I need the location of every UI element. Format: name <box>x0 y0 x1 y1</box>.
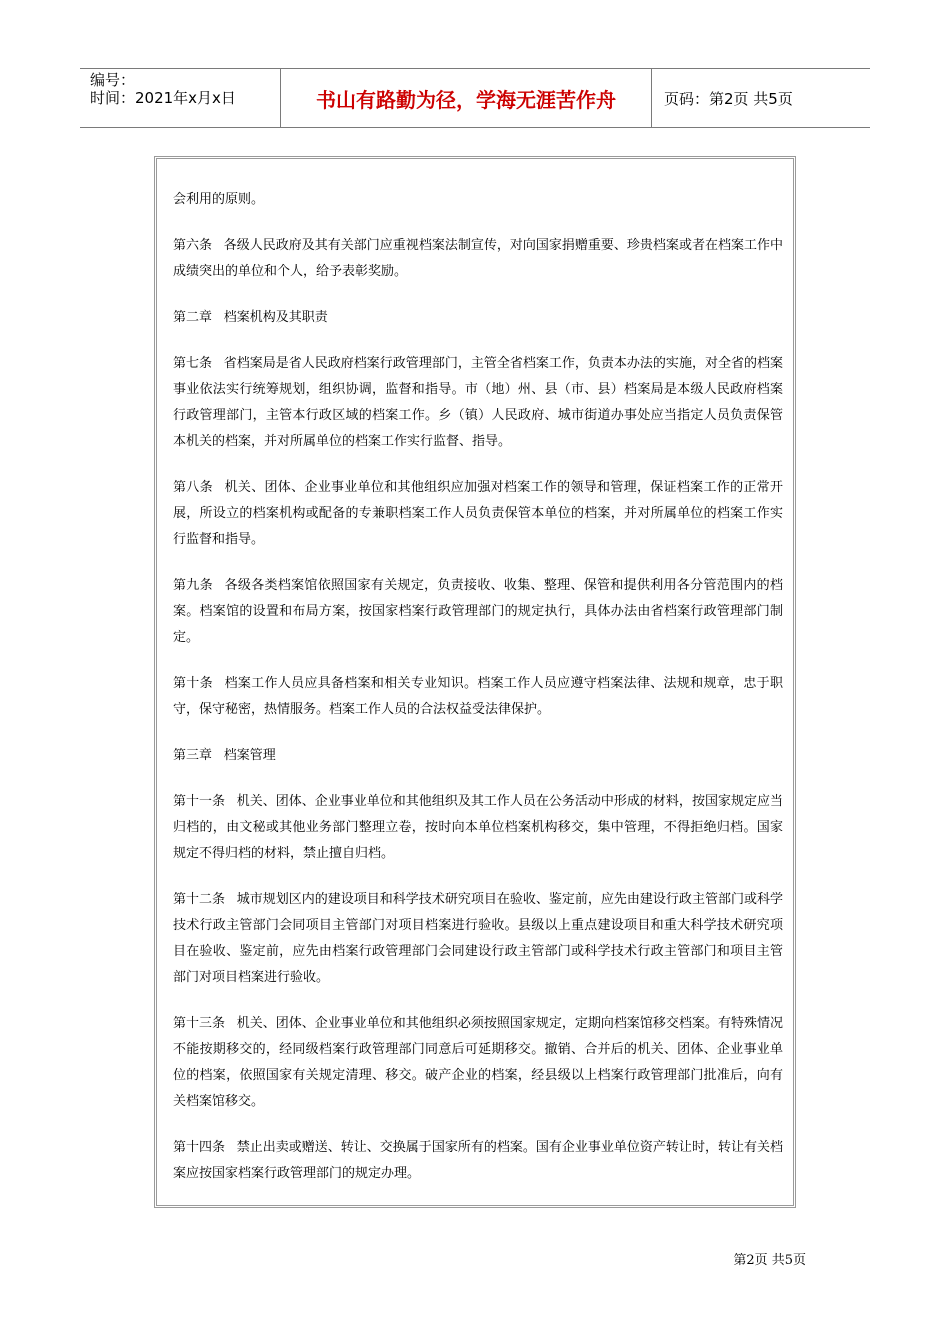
article-paragraph <box>173 671 783 723</box>
article-number: 第六条 <box>173 238 213 253</box>
article-text: 档案工作人员应具备档案和相关专业知识。档案工作人员应遵守档案法律、法规和规章，忠于职守，保守秘密，热情服务。档案工作人员的合法权益受法律保护。 <box>173 676 783 717</box>
article-paragraph <box>173 1011 783 1115</box>
header-meta <box>80 69 281 127</box>
article-text: 会利用的原则。 <box>173 192 265 207</box>
article-number: 第九条 <box>173 578 213 593</box>
page-header <box>80 68 870 128</box>
article-paragraph <box>173 187 783 213</box>
article-text: 禁止出卖或赠送、转让、交换属于国家所有的档案。国有企业事业单位资产转让时，转让有关档案应按国家档案行政管理部门的规定办理。 <box>173 1140 783 1181</box>
article-number: 第二章 <box>173 310 213 325</box>
article-paragraph <box>173 789 783 867</box>
article-number: 第十四条 <box>173 1140 226 1155</box>
article-number: 第八条 <box>173 480 213 495</box>
article-paragraph <box>173 573 783 651</box>
article-text: 城市规划区内的建设项目和科学技术研究项目在验收、鉴定前，应先由建设行政主管部门或科学技术行政主管部门会同项目主管部门对项目档案进行验收。县级以上重点建设项目和重大科学技术研究项目在验收、鉴定前，应先由档案行政管理部门会同建设行政主管部门或科学技术行政主管部门和项目主管部门对项目档案进行验收。 <box>173 892 783 985</box>
article-text: 各级人民政府及其有关部门应重视档案法制宣传，对向国家捐赠重要、珍贵档案或者在档案工作中成绩突出的单位和个人，给予表彰奖励。 <box>173 238 783 279</box>
document-number-label: 编号： <box>90 71 136 89</box>
document-body <box>173 187 783 1207</box>
article-paragraph <box>173 1135 783 1187</box>
article-text: 省档案局是省人民政府档案行政管理部门，主管全省档案工作，负责本办法的实施，对全省的档案事业依法实行统筹规划，组织协调，监督和指导。市（地）州、县（市、县）档案局是本级人民政府档案行政管理部门，主管本行政区域的档案工作。乡（镇）人民政府、城市街道办事处应当指定人员负责保管本机关的档案，并对所属单位的档案工作实行监督、指导。 <box>173 356 783 449</box>
article-text: 机关、团体、企业事业单位和其他组织必须按照国家规定，定期向档案馆移交档案。有特殊情况不能按期移交的，经同级档案行政管理部门同意后可延期移交。撤销、合并后的机关、团体、企业事业单位的档案，依照国家有关规定清理、移交。破产企业的档案，经县级以上档案行政管理部门批准后，向有关档案馆移交。 <box>173 1016 783 1109</box>
header-motto: 书山有路勤为径，学海无涯苦作舟 <box>281 69 652 127</box>
article-paragraph <box>173 233 783 285</box>
article-number: 第十二条 <box>173 892 226 907</box>
article-paragraph <box>173 475 783 553</box>
document-time-label: 时间：2021年x月x日 <box>90 89 236 107</box>
article-number: 第十三条 <box>173 1016 226 1031</box>
article-number: 第十一条 <box>173 794 226 809</box>
article-paragraph <box>173 743 783 769</box>
article-text: 档案机构及其职责 <box>223 310 328 325</box>
article-paragraph <box>173 305 783 331</box>
footer-page-number: 第2页 共5页 <box>733 1253 806 1268</box>
article-text: 机关、团体、企业事业单位和其他组织应加强对档案工作的领导和管理，保证档案工作的正常开展，所设立的档案机构或配备的专兼职档案工作人员负责保管本单位的档案，并对所属单位的档案工作实行监督和指导。 <box>173 480 783 547</box>
content-frame <box>154 156 796 1208</box>
article-text: 机关、团体、企业事业单位和其他组织及其工作人员在公务活动中形成的材料，按国家规定应当归档的，由文秘或其他业务部门整理立卷，按时向本单位档案机构移交，集中管理，不得拒绝归档。国家规定不得归档的材料，禁止擅自归档。 <box>173 794 783 861</box>
article-text: 档案管理 <box>223 748 276 763</box>
article-number: 第三章 <box>173 748 213 763</box>
article-paragraph <box>173 351 783 455</box>
article-number: 第七条 <box>173 356 213 371</box>
article-text: 各级各类档案馆依照国家有关规定，负责接收、收集、整理、保管和提供利用各分管范围内的档案。档案馆的设置和布局方案，按国家档案行政管理部门的规定执行，具体办法由省档案行政管理部门制定。 <box>173 578 783 645</box>
header-page-number: 页码：第2页 共5页 <box>664 89 793 108</box>
article-number: 第十条 <box>173 676 213 691</box>
article-paragraph <box>173 887 783 991</box>
